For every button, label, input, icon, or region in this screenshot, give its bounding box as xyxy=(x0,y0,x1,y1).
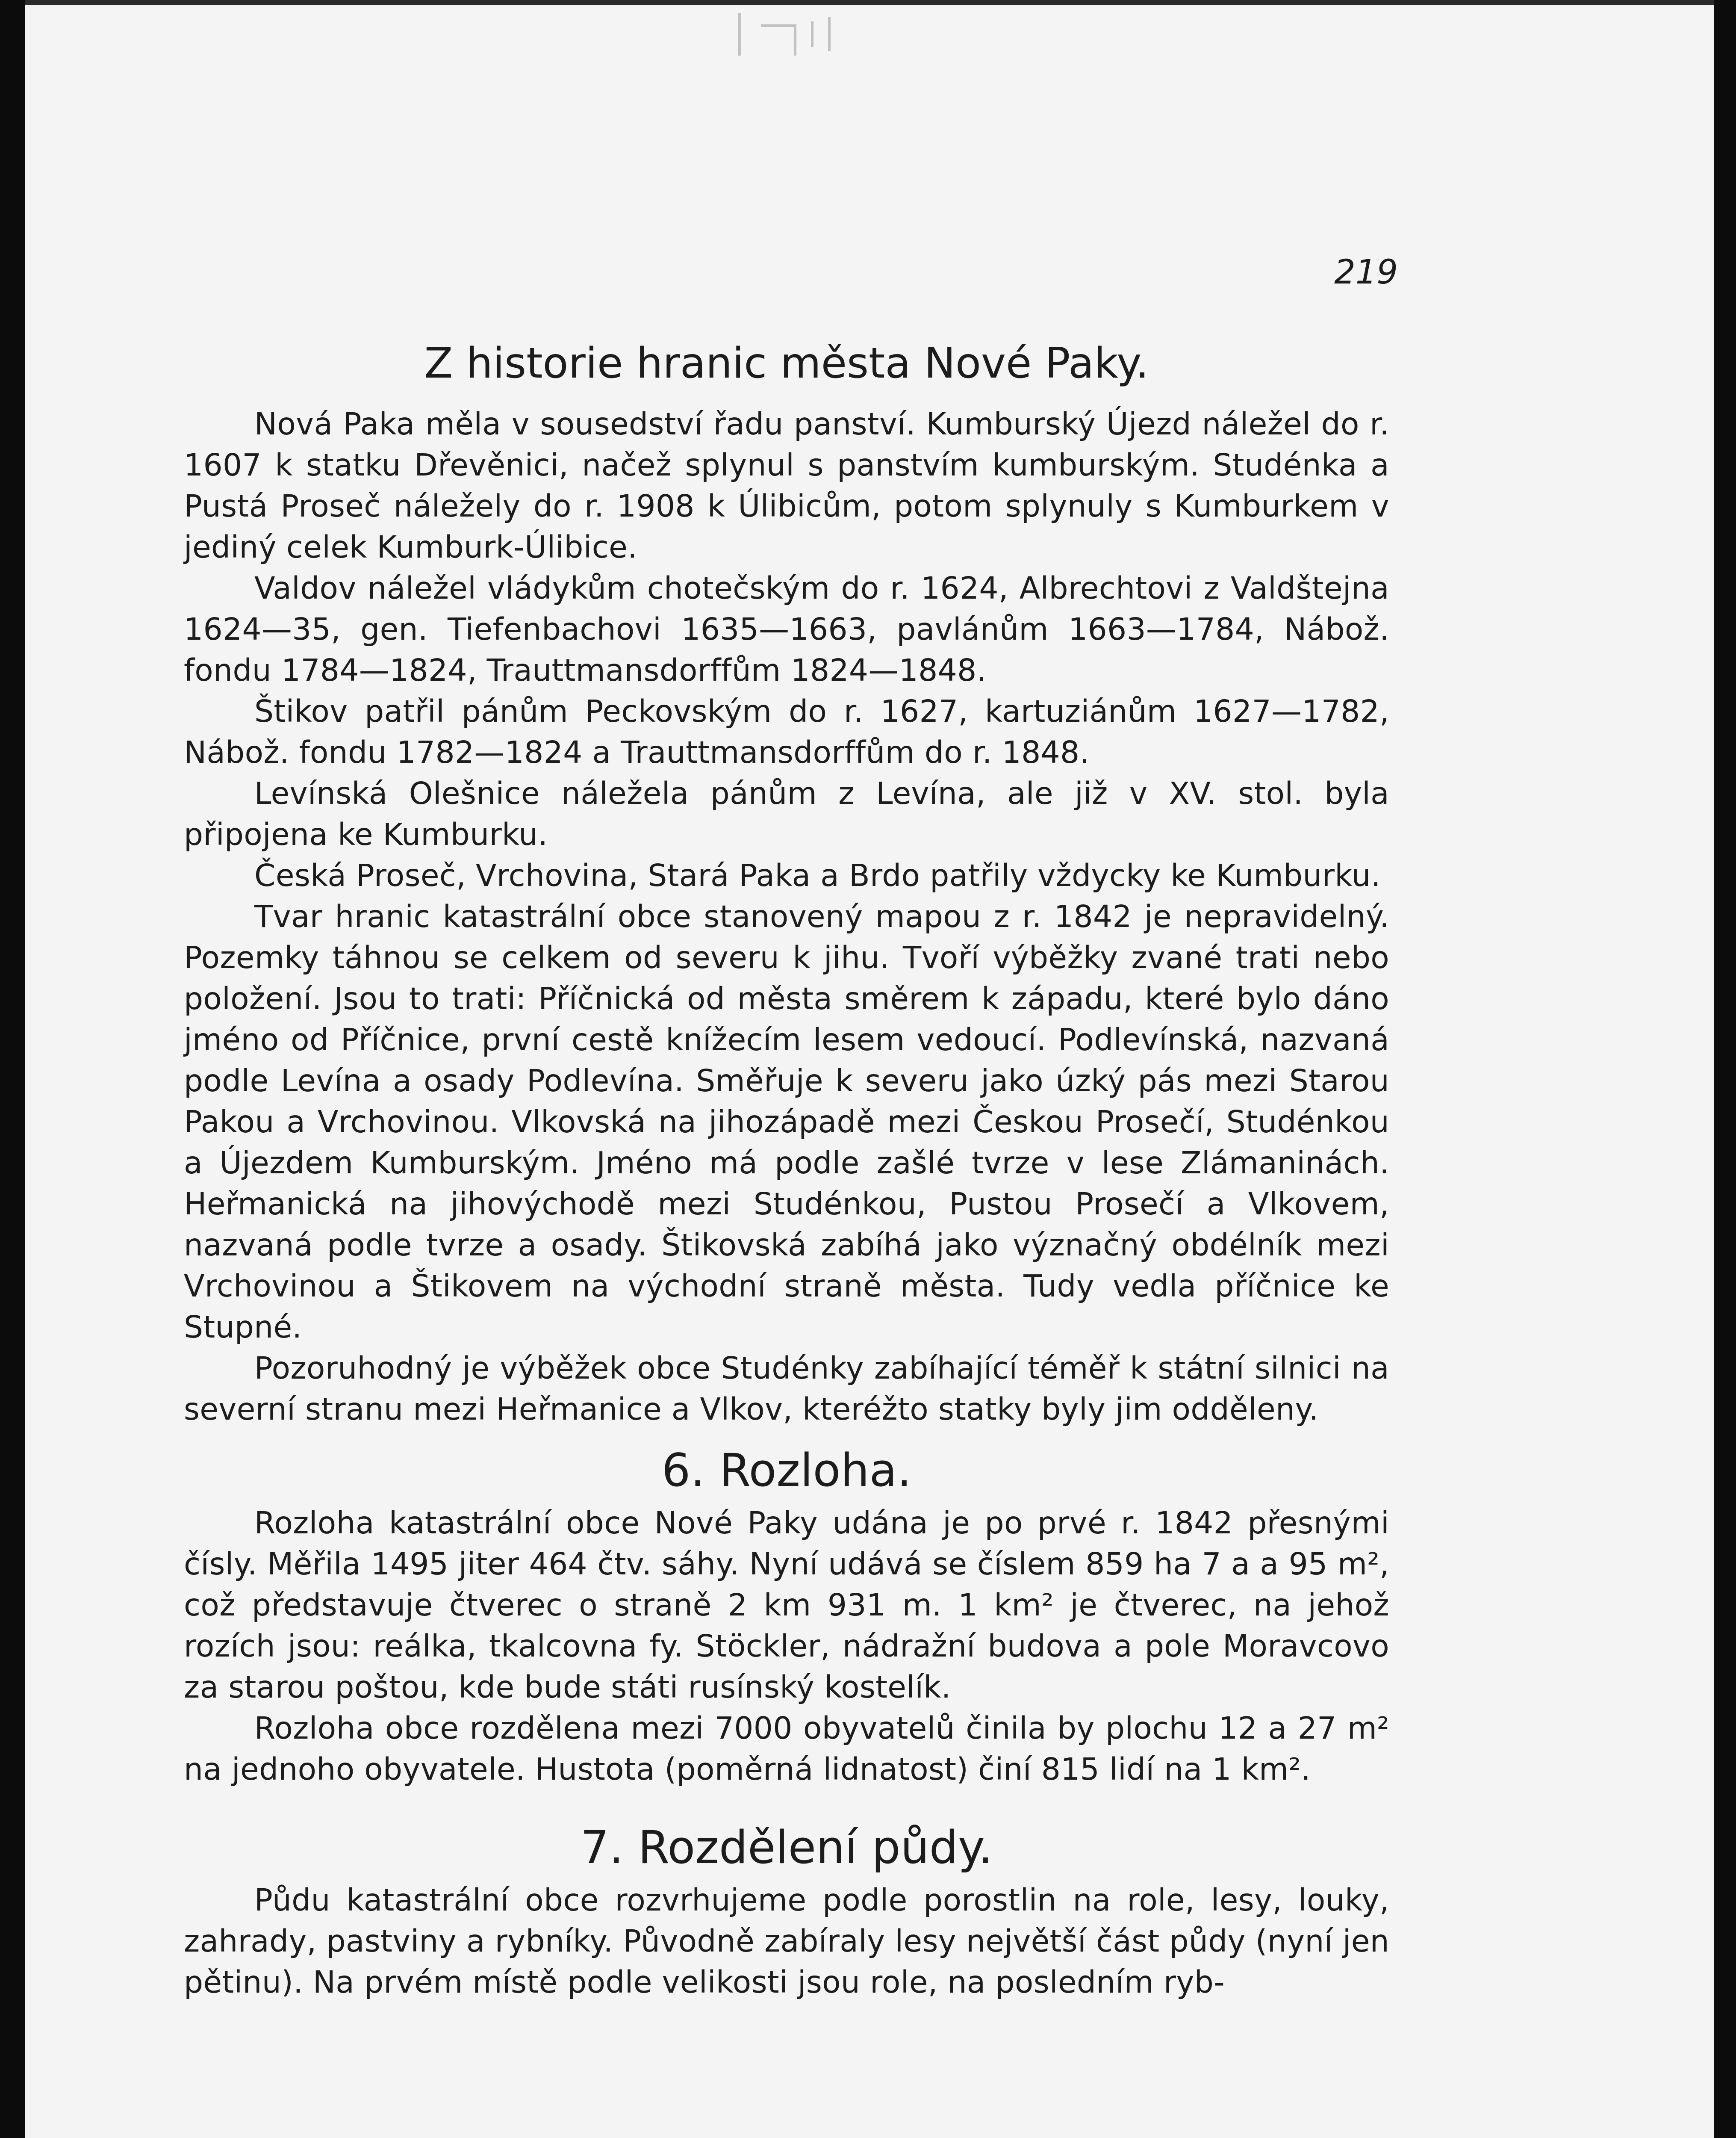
paragraph: Tvar hranic katastrální obce stanovený mapou z r. 1842 je nepravidelný. Pozemky táhnou se celkem od severu k jihu. Tvoří výběžky zvané trati nebo položení. Jsou to trati: Příčnická od města směrem k západu, které bylo dáno jméno od Příčnice, první cestě knížecím lesem vedoucí. Podlevínská, nazvaná podle Levína a osady Podlevína. Směřuje k severu jako úzký pás mezi Starou Pakou a Vrchovinou. Vlkovská na jihozápadě mezi Českou Prosečí, Studénkou a Újezdem Kumburským. Jméno má podle zašlé tvrze v lese Zlámaninách. Heřmanická na jihovýchodě mezi Studénkou, Pustou Prosečí a Vlkovem, nazvaná podle tvrze a osady. Štikovská zabíhá jako význačný obdélník mezi Vrchovinou a Štikovem na východní straně města. Tudy vedla příčnice ke Stupné. xyxy=(184,899,1389,1345)
paragraph: Rozloha katastrální obce Nové Paky udána je po prvé r. 1842 přesnými čísly. Měřila 1495 jiter 464 čtv. sáhy. Nyní udává se číslem 859 ha 7 a a 95 m², což představuje čtverec o straně 2 km 931 m. 1 km² je čtverec, na jehož rozích jsou: reálka, tkalcovna fy. Stöckler, nádražní budova a pole Moravcovo za starou poštou, kde bude státi rusínský kostelík. xyxy=(184,1505,1389,1705)
scan-border-top xyxy=(25,0,1714,5)
heading-land-division: 7. Rozdělení půdy. xyxy=(580,1821,993,1874)
scan-artifact xyxy=(735,9,898,60)
paragraph: Nová Paka měla v sousedství řadu panství. Kumburský Újezd náležel do r. 1607 k statku Dřevěnici, načež splynul s panstvím kumburským. Studénka a Pustá Proseč náležely do r. 1908 k Úlibicům, potom splynuly s Kumburkem v jediný celek Kumburk-Úlibice. xyxy=(184,406,1389,565)
paragraph: Valdov náležel vládykům chotečským do r. 1624, Albrechtovi z Valdštejna 1624—35, gen. Tiefenbachovi 1635—1663, pavlánům 1663—1784, Nábož. fondu 1784—1824, Trauttmansdorffům 1824—1848. xyxy=(184,570,1389,688)
scan-border-left xyxy=(0,0,25,2138)
heading-border-history: Z historie hranic města Nové Paky. xyxy=(424,339,1149,388)
paragraph: Pozoruhodný je výběžek obce Studénky zabíhající téměř k státní silnici na severní stranu mezi Heřmanice a Vlkov, kteréžto statky byly jim odděleny. xyxy=(184,1350,1389,1427)
page-number: 219 xyxy=(1334,253,1398,292)
paragraph: Štikov patřil pánům Peckovským do r. 1627, kartuziánům 1627—1782, Nábož. fondu 1782—1824 a Trauttmansdorffům do r. 1848. xyxy=(184,694,1389,770)
paragraph: Půdu katastrální obce rozvrhujeme podle porostlin na role, lesy, louky, zahrady, pastviny a rybníky. Původně zabíraly lesy největší část půdy (nyní jen pětinu). Na prvém místě podle velikosti jsou role, na posledním ryb- xyxy=(184,1882,1389,2000)
heading-area: 6. Rozloha. xyxy=(661,1444,912,1497)
page-content xyxy=(184,338,1389,2003)
paragraph: Rozloha obce rozdělena mezi 7000 obyvatelů činila by plochu 12 a 27 m² na jednoho obyvatele. Hustota (poměrná lidnatost) činí 815 lidí na 1 km². xyxy=(184,1710,1389,1787)
paragraph: Česká Proseč, Vrchovina, Stará Paka a Brdo patřily vždycky ke Kumburku. xyxy=(254,858,1381,893)
scan-border-right xyxy=(1714,0,1736,2138)
paragraph: Levínská Olešnice náležela pánům z Levína, ale již v XV. stol. byla připojena ke Kumburku. xyxy=(184,776,1389,852)
